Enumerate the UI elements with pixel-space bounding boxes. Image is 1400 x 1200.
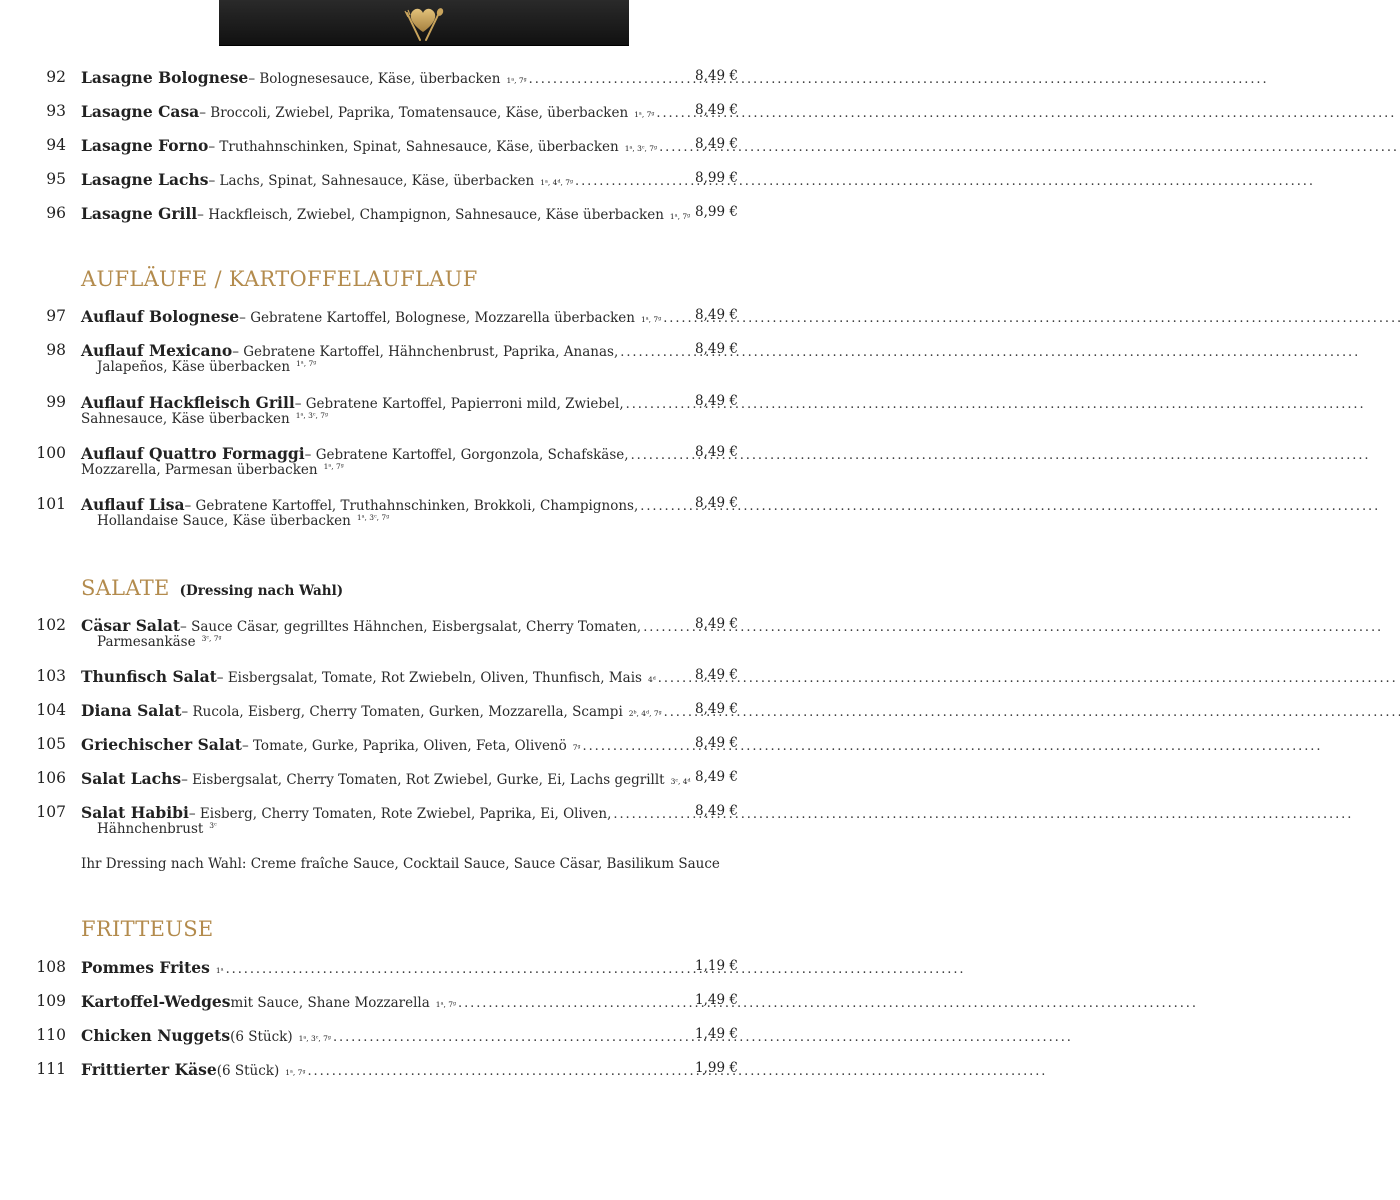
item-price: 8,49 €	[695, 735, 738, 751]
section-title: SALATE (Dressing nach Wahl)	[81, 576, 344, 600]
header-banner	[219, 0, 629, 46]
item-name: Lasagne Bolognese	[81, 68, 249, 87]
item-number: 106	[36, 769, 66, 787]
item-price: 1,49 €	[695, 1026, 738, 1042]
item-number: 103	[36, 667, 66, 685]
item-description-cont: Parmesankäse $^{3ᶜ, 7ᵍ}$	[97, 634, 222, 650]
item-allergens: 1ᵃ	[215, 966, 224, 975]
leader-dots	[575, 174, 1312, 189]
item-number: 97	[46, 307, 66, 325]
section-subtitle: (Dressing nach Wahl)	[179, 583, 344, 599]
item-description: – Eisbergsalat, Cherry Tomaten, Rot Zwiebel, Gurke, Ei, Lachs gegrillt	[181, 772, 665, 788]
item-number: 104	[36, 701, 66, 719]
item-price: 8,49 €	[695, 769, 738, 785]
item-price: 8,49 €	[695, 616, 738, 632]
item-price: 8,49 €	[695, 102, 738, 118]
item-name: Lasagne Forno	[81, 136, 209, 155]
item-price: 8,49 €	[695, 341, 738, 357]
item-number: 94	[46, 136, 66, 154]
item-name: Cäsar Salat	[81, 616, 181, 635]
item-description-cont: Jalapeños, Käse überbacken $^{1ᵃ, 7ᵍ}$	[97, 359, 317, 375]
leader-dots	[659, 140, 1396, 155]
leader-dots	[640, 499, 1377, 514]
item-description: (6 Stück)	[216, 1063, 280, 1079]
item-number: 110	[36, 1026, 66, 1044]
item-description: – Lachs, Spinat, Sahnesauce, Käse, überbacken	[208, 173, 535, 189]
leader-dots	[529, 72, 1266, 87]
item-name: Salat Habibi	[81, 803, 189, 822]
item-number: 98	[46, 341, 66, 359]
item-allergens: 1ᵃ, 7ᵍ	[285, 1068, 306, 1077]
item-description: – Eisbergsalat, Tomate, Rot Zwiebeln, Oliven, Thunfisch, Mais	[216, 670, 642, 686]
dressing-note: Ihr Dressing nach Wahl: Creme fraîche Sauce, Cocktail Sauce, Sauce Cäsar, Basilikum Sauce	[81, 856, 720, 872]
item-price: 8,49 €	[695, 68, 738, 84]
item-price: 1,19 €	[695, 958, 738, 974]
item-price: 8,49 €	[695, 307, 738, 323]
item-description: – Truthahnschinken, Spinat, Sahnesauce, Käse, überbacken	[208, 139, 619, 155]
leader-dots	[631, 448, 1368, 463]
item-description: – Bolognesesauce, Käse, überbacken	[248, 71, 501, 87]
item-name: Salat Lachs	[81, 769, 182, 788]
item-name: Auflauf Hackfleisch Grill	[81, 393, 295, 412]
item-name: Auflauf Mexicano	[81, 341, 233, 360]
leader-dots	[643, 620, 1380, 635]
item-price: 8,49 €	[695, 136, 738, 152]
item-price: 8,49 €	[695, 701, 738, 717]
item-number: 102	[36, 616, 66, 634]
item-number: 108	[36, 958, 66, 976]
item-allergens: 1ᵃ, 3ᶜ, 7ᵍ	[298, 1034, 331, 1043]
item-number: 95	[46, 170, 66, 188]
item-name: Griechischer Salat	[81, 735, 242, 754]
item-name: Pommes Frites	[81, 958, 210, 977]
item-allergens: 4ᵈ	[647, 675, 656, 684]
item-price: 8,49 €	[695, 667, 738, 683]
item-name: Auflauf Quattro Formaggi	[81, 444, 305, 463]
item-name: Thunfisch Salat	[81, 667, 217, 686]
item-name: Lasagne Lachs	[81, 170, 209, 189]
item-price: 8,49 €	[695, 803, 738, 819]
leader-dots	[664, 705, 1400, 720]
item-description: – Gebratene Kartoffel, Papierroni mild, Zwiebel,	[294, 396, 624, 412]
item-number: 109	[36, 992, 66, 1010]
item-description-cont: Sahnesauce, Käse überbacken $^{1ᵃ, 3ᶜ, 7ᵍ}$	[81, 411, 329, 427]
item-name: Diana Salat	[81, 701, 182, 720]
leader-dots	[307, 1064, 1044, 1079]
item-number: 93	[46, 102, 66, 120]
item-description: – Gebratene Kartoffel, Hähnchenbrust, Paprika, Ananas,	[232, 344, 619, 360]
item-number: 96	[46, 204, 66, 222]
item-allergens: 1ᵃ, 3ᶜ, 7ᵍ	[624, 144, 658, 153]
leader-dots	[663, 311, 1400, 326]
section-title: AUFLÄUFE / KARTOFFELAUFLAUF	[81, 267, 478, 291]
item-description: mit Sauce, Shane Mozzarella	[230, 995, 430, 1011]
item-description-cont: Mozzarella, Parmesan überbacken $^{1ᵃ, 7ᵍ}$	[81, 462, 344, 478]
item-name: Auflauf Lisa	[81, 495, 185, 514]
item-name: Lasagne Grill	[81, 204, 198, 223]
item-allergens: 1ᵃ, 7ᵍ	[669, 212, 691, 221]
item-price: 1,99 €	[695, 1060, 738, 1076]
item-name: Chicken Nuggets	[81, 1026, 231, 1045]
item-description: – Gebratene Kartoffel, Truthahnschinken, Brokkoli, Champignons,	[184, 498, 639, 514]
item-allergens: 1ᵃ, 4ᵈ, 7ᵍ	[540, 178, 573, 187]
item-allergens: 1ᵃ, 7ᵍ	[435, 1000, 457, 1009]
item-description: – Rucola, Eisberg, Cherry Tomaten, Gurken, Mozzarella, Scampi	[181, 704, 623, 720]
item-number: 107	[36, 803, 66, 821]
item-name: Lasagne Casa	[81, 102, 200, 121]
item-description-cont: Hollandaise Sauce, Käse überbacken $^{1ᵃ, 3ᶜ, 7ᵍ}$	[97, 513, 390, 529]
item-name: Kartoffel-Wedges	[81, 992, 231, 1011]
leader-dots	[656, 106, 1393, 121]
section-title: FRITTEUSE	[81, 917, 214, 941]
leader-dots	[458, 996, 1195, 1011]
item-allergens: 1ᵃ, 7ᵍ	[506, 76, 527, 85]
item-price: 8,99 €	[695, 204, 738, 220]
item-description: – Gebratene Kartoffel, Bolognese, Mozzarella überbacken	[239, 310, 635, 326]
item-number: 105	[36, 735, 66, 753]
leader-dots	[226, 962, 963, 977]
item-allergens: 1ᵃ, 7ᵍ	[634, 110, 655, 119]
item-allergens: 7ᵍ	[572, 743, 581, 752]
item-price: 8,99 €	[695, 170, 738, 186]
item-description: – Broccoli, Zwiebel, Paprika, Tomatensauce, Käse, überbacken	[199, 105, 629, 121]
item-description: (6 Stück)	[230, 1029, 293, 1045]
item-number: 92	[46, 68, 66, 86]
item-name: Frittierter Käse	[81, 1060, 217, 1079]
item-allergens: 3ᶜ, 4ᵈ	[670, 777, 691, 786]
item-number: 99	[46, 393, 66, 411]
item-description: – Eisberg, Cherry Tomaten, Rote Zwiebel, Paprika, Ei, Oliven,	[188, 806, 612, 822]
item-description: – Hackfleisch, Zwiebel, Champignon, Sahnesauce, Käse überbacken	[197, 207, 664, 223]
item-price: 8,49 €	[695, 393, 738, 409]
item-description-cont: Hähnchenbrust $^{3ᶜ}$	[97, 821, 217, 837]
item-price: 8,49 €	[695, 444, 738, 460]
item-price: 8,49 €	[695, 495, 738, 511]
item-allergens: 1ᵃ, 7ᵍ	[641, 315, 662, 324]
leader-dots	[583, 739, 1320, 754]
item-name: Auflauf Bolognese	[81, 307, 240, 326]
item-allergens: 2ᵇ, 4ᵈ, 7ᵍ	[628, 709, 662, 718]
item-description: – Gebratene Kartoffel, Gorgonzola, Schafskäse,	[304, 447, 629, 463]
item-number: 101	[36, 495, 66, 513]
item-number: 100	[36, 444, 66, 462]
leader-dots	[658, 671, 1395, 686]
heart-fork-spoon-icon	[398, 2, 448, 44]
item-description: – Sauce Cäsar, gegrilltes Hähnchen, Eisbergsalat, Cherry Tomaten,	[180, 619, 642, 635]
item-price: 1,49 €	[695, 992, 738, 1008]
item-number: 111	[36, 1060, 66, 1078]
item-description: – Tomate, Gurke, Paprika, Oliven, Feta, Olivenö	[241, 738, 567, 754]
